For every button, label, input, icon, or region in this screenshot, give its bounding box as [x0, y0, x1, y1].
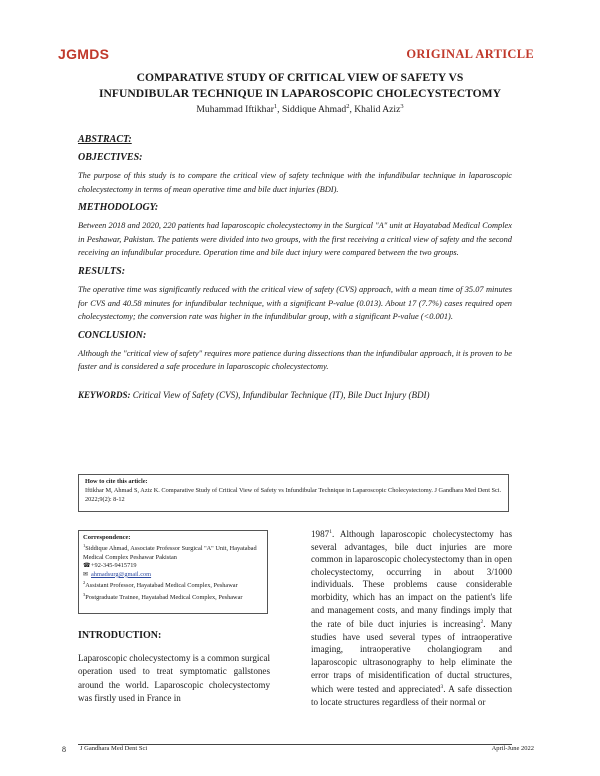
introduction-column-2: [311, 526, 512, 708]
reference-2: 2: [480, 619, 484, 626]
phone-icon: ☎: [83, 563, 91, 570]
affiliation-mark-1: 1: [83, 543, 86, 549]
author-3: , Khalid Aziz: [349, 104, 401, 116]
conclusion-text: Although the "critical view of safety" requires more patience during dissections than the infundibular approach, it is proven to be faster and is considered a safe procedure in laparoscopic cholecystectomy.: [78, 348, 512, 372]
citation-label: How to cite this article:: [85, 478, 148, 485]
footer-journal: J Gandhara Med Dent Sci: [80, 745, 148, 752]
citation-text: Iftikhar M, Ahmad S, Aziz K. Comparative Study of Critical View of Safety vs Infundibular Technique in Laparoscopic Cholecystectomy. J Gandhara Med Dent Sci. 2022;9(2): 8-12: [85, 487, 502, 503]
methodology-text: Between 2018 and 2020, 220 patients had laparoscopic cholecystectomy in the Surgical "A" unit at Hayatabad Medical Complex in Peshawar, Pakistan. The patients were divided into two groups, with the first receiving a critical view of safety and the second receiving an infundibular procedure. Operation time and bile duct injury were compared between the two groups.: [78, 221, 512, 258]
author-2: , Siddique Ahmad: [277, 104, 347, 116]
article-type: ORIGINAL ARTICLE: [406, 47, 534, 61]
intro-text-c: . Many studies have used several types of intraoperative imaging, intraoperative cholangiogram and laparoscopic ultrasonography to help eliminate the error traps of misidentification of ductal structures, which were tested and appreciated: [311, 619, 512, 695]
keywords-label: KEYWORDS:: [78, 389, 131, 400]
results-heading: RESULTS:: [78, 265, 126, 277]
correspondence-email: [83, 571, 263, 579]
keywords: [78, 390, 512, 400]
results-text: The operative time was significantly reduced with the critical view of safety (CVS) approach, with a mean time of 35.07 minutes for CVS and 40.58 minutes for infundibular technique, with a significant P-value (0.013). About 17 (7.7%) cases required open cholecystectomy; the conversion rate was higher in the infundibular group, with a significant P-value (<0.001).: [78, 284, 512, 322]
intro-text-b: . Although laparoscopic cholecystectomy has several advantages, bile duct injuries are more common in laparoscopic cholecystectomy than in open cholecystectomy, occurring in about 3/1000 individuals. These problems cause considerable morbidity, which has an impact on the patient's life and management costs, and many findings imply that the rate of bile duct injuries is increasing: [311, 529, 512, 630]
keywords-text: Critical View of Safety (CVS), Infundibular Technique (IT), Bile Duct Injury (BDI): [130, 389, 430, 400]
abstract-section: [78, 134, 512, 409]
author-list: [60, 103, 540, 115]
correspondence-phone: [83, 562, 263, 570]
title-line-2: INFUNDIBULAR TECHNIQUE IN LAPAROSCOPIC CHOLECYSTECTOMY: [99, 87, 501, 100]
methodology-heading: METHODOLOGY:: [78, 202, 159, 214]
footer-date: April-June 2022: [491, 745, 534, 752]
title-line-1: COMPARATIVE STUDY OF CRITICAL VIEW OF SAFETY VS: [136, 71, 464, 84]
envelope-icon: ✉: [83, 571, 89, 578]
article-title: [60, 70, 540, 102]
correspondence-author: [83, 542, 263, 562]
affiliation-mark-2: 2: [83, 580, 86, 586]
intro-text-d: . A safe dissection to locate structures regardless of their normal or: [311, 684, 513, 707]
phone-number: +92-345-9415719: [91, 562, 137, 570]
objectives-heading: OBJECTIVES:: [78, 152, 143, 163]
citation-box: [78, 474, 509, 512]
affiliation-2-text: Assistant Professor, Hayatabad Medical Complex, Peshawar: [85, 582, 238, 590]
intro-text-a: 1987: [311, 529, 330, 540]
introduction-column-1: Laparoscopic cholecystectomy is a common surgical operation used to treat symptomatic gallstones around the world. Laparoscopic cholecystectomy was firstly used in France in: [78, 653, 271, 704]
affiliation-3-text: Postgraduate Trainee, Hayatabad Medical Complex, Peshawar: [85, 593, 243, 601]
reference-1: 1: [329, 529, 332, 535]
author-1: Muhammad Iftikhar: [196, 104, 274, 116]
email-link[interactable]: ahmadsurg@gmail.com: [91, 570, 152, 578]
author-3-affiliation: 3: [400, 103, 404, 110]
page-number: 8: [62, 745, 66, 754]
reference-3: 3: [440, 684, 444, 691]
correspondence-box: [78, 530, 268, 614]
correspondence-label: Correspondence:: [83, 534, 131, 541]
correspondence-line-1: Siddique Ahmad, Associate Professor Surgical "A" Unit, Hayatabad Medical Complex Peshawar Pakistan: [83, 545, 257, 561]
objectives-text: The purpose of this study is to compare the critical view of safety technique with the infundibular technique in laparoscopic cholecystectomy in terms of mean operative time and bile duct injuries (BDI).: [78, 171, 512, 194]
affiliation-mark-3: 3: [83, 591, 86, 597]
conclusion-heading: CONCLUSION:: [78, 329, 147, 341]
abstract-heading: ABSTRACT:: [78, 134, 132, 145]
affiliation-2: [83, 579, 263, 591]
author-1-affiliation: 1: [273, 103, 278, 110]
journal-logo: JGMDS: [58, 46, 110, 62]
affiliation-3: [83, 591, 263, 603]
introduction-heading: INTRODUCTION:: [78, 630, 162, 641]
author-2-affiliation: 2: [346, 103, 350, 110]
